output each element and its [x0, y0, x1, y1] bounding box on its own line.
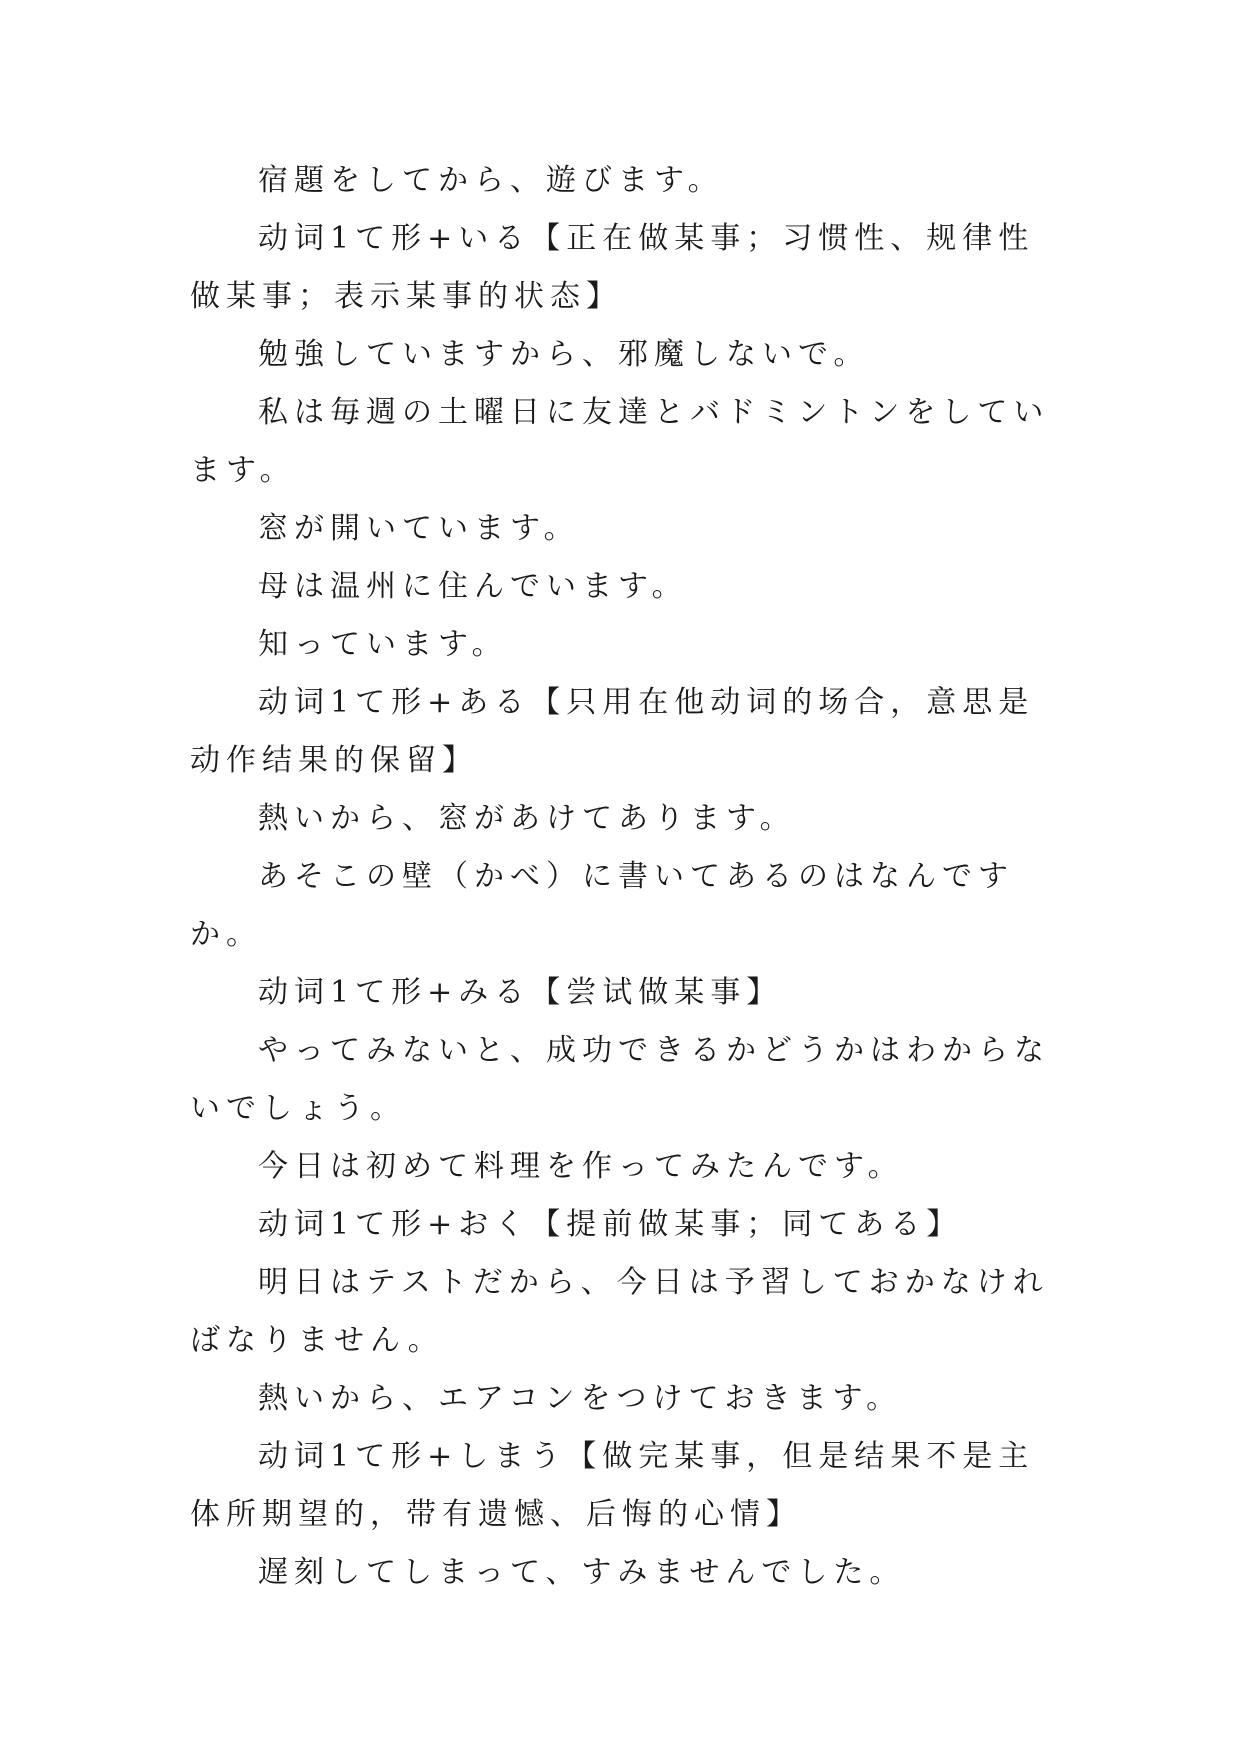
example-sentence: 宿題をしてから、遊びます。	[258, 163, 724, 198]
document-body	[190, 152, 1060, 1602]
example-sentence: あそこの壁（かべ）に書いてあるのはなんですか。	[190, 859, 1014, 952]
example-sentence: 勉強していますから、邪魔しないで。	[258, 337, 870, 372]
grammar-point: 动词1て形+いる【正在做某事；习惯性、规律性做某事；表示某事的状态】	[190, 221, 1035, 314]
grammar-point: 动词1て形+しまう【做完某事，但是结果不是主体所期望的，带有遗憾、后悔的心情】	[190, 1439, 1035, 1532]
example-sentence: 今日は初めて料理を作ってみたんです。	[258, 1149, 904, 1184]
example-sentence: 母は温州に住んでいます。	[258, 569, 688, 604]
example-sentence: 熱いから、エアコンをつけておきます。	[258, 1381, 903, 1416]
example-sentence: 知っています。	[258, 627, 508, 662]
example-sentence: 熱いから、窓があけてあります。	[258, 801, 796, 836]
grammar-point: 动词1て形+おく【提前做某事；同てある】	[258, 1207, 963, 1242]
example-sentence: 窓が開いています。	[258, 511, 580, 546]
example-sentence: 明日はテストだから、今日は予習しておかなければなりません。	[190, 1265, 1049, 1358]
example-sentence: 遅刻してしまって、すみませんでした。	[258, 1555, 906, 1590]
grammar-point: 动词1て形+みる【尝试做某事】	[258, 975, 783, 1010]
grammar-point: 动词1て形+ある【只用在他动词的场合，意思是动作结果的保留】	[190, 685, 1035, 778]
example-sentence: 私は毎週の土曜日に友達とバドミントンをしています。	[190, 395, 1050, 488]
example-sentence: やってみないと、成功できるかどうかはわからないでしょう。	[190, 1033, 1050, 1126]
